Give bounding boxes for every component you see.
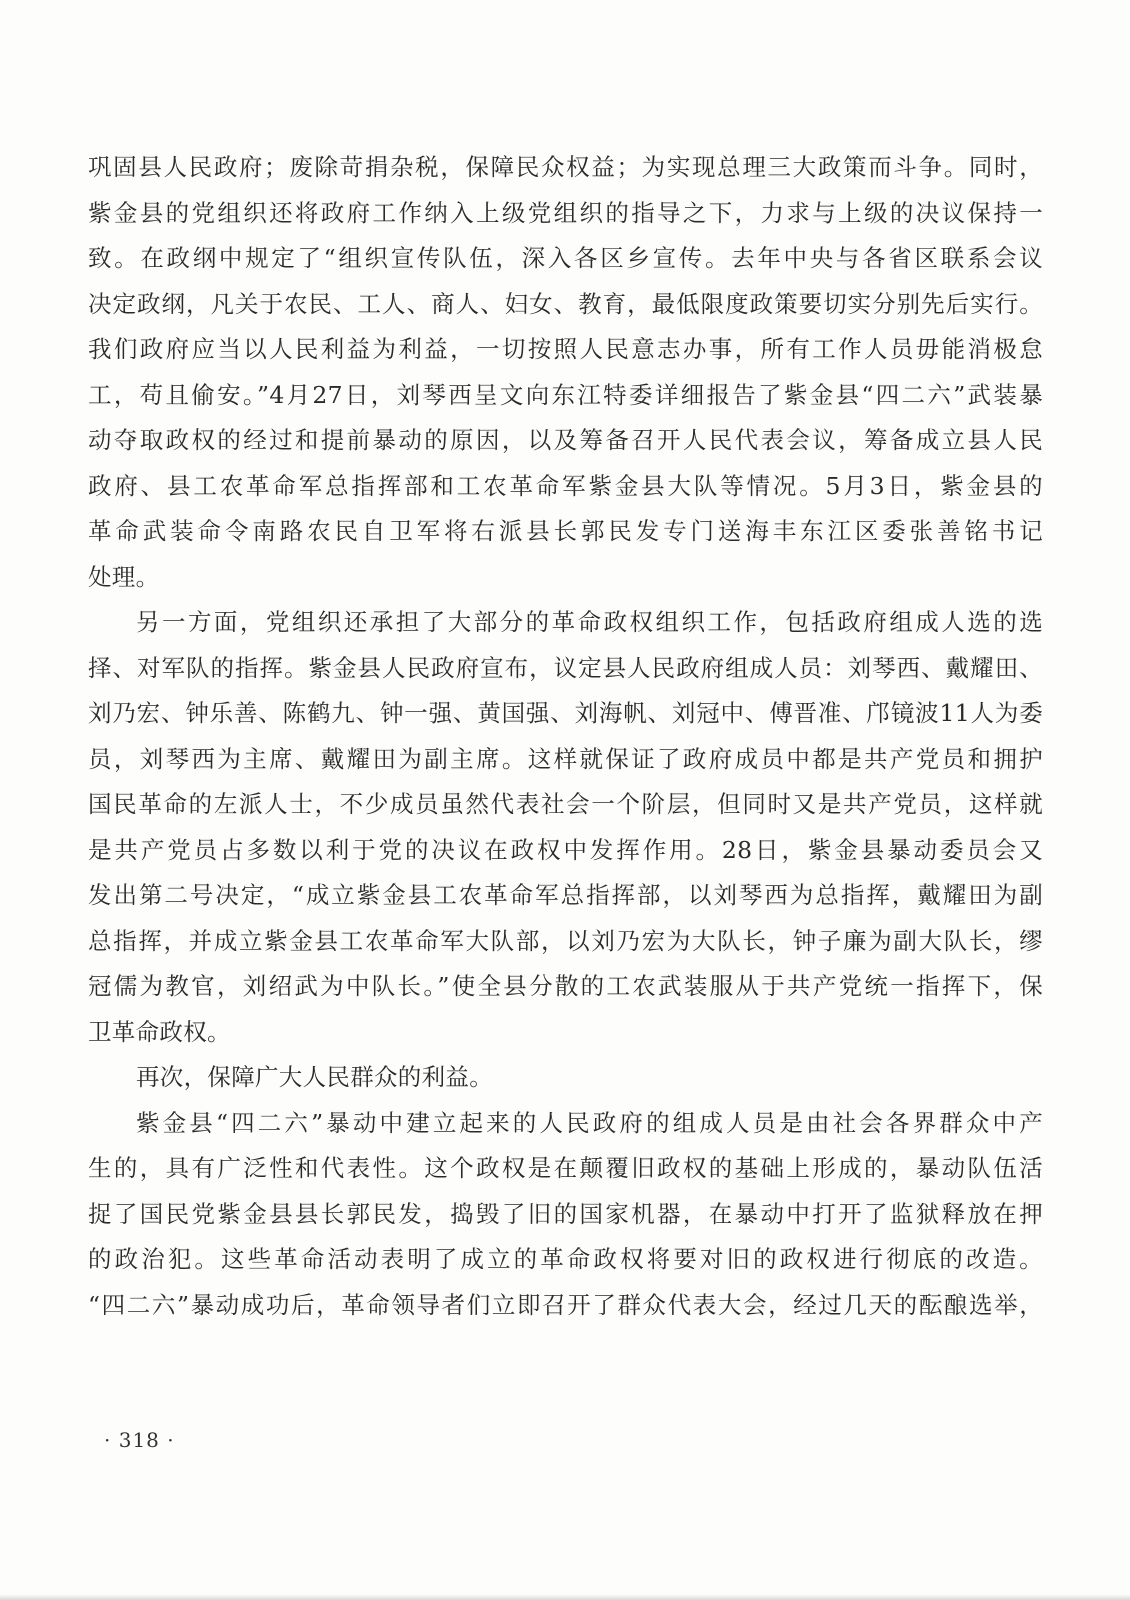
text-line: 冠儒为教官，刘绍武为中队长。”使全县分散的工农武装服从于共产党统一指挥下，保: [88, 972, 1043, 1000]
text-line: 政府、县工农革命军总指挥部和工农革命军紫金县大队等情况。5月3日，紫金县的: [88, 471, 1043, 500]
text-line: 国民革命的左派人士，不少成员虽然代表社会一个阶层，但同时又是共产党员，这样就: [88, 790, 1043, 818]
body-text: [88, 145, 1043, 1328]
text-line: 致。在政纲中规定了“组织宣传队伍，深入各区乡宣传。去年中央与各省区联系会议: [88, 244, 1043, 272]
text-line: 是共产党员占多数以利于党的决议在政权中发挥作用。28日，紫金县暴动委员会又: [88, 835, 1043, 864]
text-line: 巩固县人民政府；废除苛捐杂税，保障民众权益；为实现总理三大政策而斗争。同时，: [88, 153, 1043, 181]
text-line: 员，刘琴西为主席、戴耀田为副主席。这样就保证了政府成员中都是共产党员和拥护: [88, 744, 1043, 773]
text-line: “四二六”暴动成功后，革命领导者们立即召开了群众代表大会，经过几天的酝酿选举，: [88, 1290, 1043, 1319]
text-line: 决定政纲，凡关于农民、工人、商人、妇女、教育，最低限度政策要切实分别先后实行。: [88, 289, 1043, 318]
page-edge: [0, 1594, 1130, 1600]
text-line: 紫金县的党组织还将政府工作纳入上级党组织的指导之下，力求与上级的决议保持一: [88, 198, 1043, 227]
page-number: · 318 ·: [104, 1428, 175, 1452]
text-line: 择、对军队的指挥。紫金县人民政府宣布，议定县人民政府组成人员：刘琴西、戴耀田、: [88, 653, 1043, 682]
text-line: 发出第二号决定，“成立紫金县工农革命军总指挥部，以刘琴西为总指挥，戴耀田为副: [88, 881, 1043, 909]
text-line: 捉了国民党紫金县县长郭民发，捣毁了旧的国家机器，在暴动中打开了监狱释放在押: [88, 1199, 1043, 1228]
paragraph-first-line: 另一方面，党组织还承担了大部分的革命政权组织工作，包括政府组成人选的选: [136, 608, 1043, 636]
text-line: 处理。: [88, 562, 160, 591]
text-line: 卫革命政权。: [88, 1017, 231, 1046]
text-line: 总指挥，并成立紫金县工农革命军大队部，以刘乃宏为大队长，钟子廉为副大队长，缪: [88, 926, 1043, 955]
text-line: 生的，具有广泛性和代表性。这个政权是在颠覆旧政权的基础上形成的，暴动队伍活: [88, 1154, 1043, 1182]
text-line: 我们政府应当以人民利益为利益，一切按照人民意志办事，所有工作人员毋能消极怠: [88, 335, 1043, 363]
paragraph-first-line: 再次，保障广大人民群众的利益。: [136, 1063, 493, 1091]
paragraph-first-line: 紫金县“四二六”暴动中建立起来的人民政府的组成人员是由社会各界群众中产: [136, 1108, 1043, 1137]
text-line: 动夺取政权的经过和提前暴动的原因，以及筹备召开人民代表会议，筹备成立县人民: [88, 426, 1043, 454]
text-line: 的政治犯。这些革命活动表明了成立的革命政权将要对旧的政权进行彻底的改造。: [88, 1245, 1043, 1273]
text-line: 工，苟且偷安。”4月27日，刘琴西呈文向东江特委详细报告了紫金县“四二六”武装暴: [88, 380, 1043, 409]
text-line: 革命武装命令南路农民自卫军将右派县长郭民发专门送海丰东江区委张善铭书记: [88, 517, 1043, 545]
text-line: 刘乃宏、钟乐善、陈鹤九、钟一强、黄国强、刘海帆、刘冠中、傅晋准、邝镜波11人为委: [88, 699, 1043, 727]
